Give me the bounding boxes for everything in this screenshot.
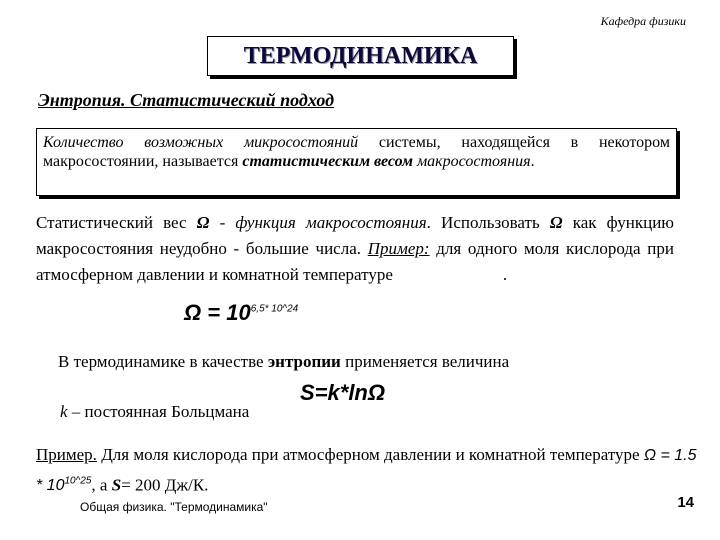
department-label: Кафедра физики [600,14,686,28]
entropy-formula: S=k*lnΩ [300,380,386,405]
omega-symbol-2: Ω [549,213,563,232]
page-title: ТЕРМОДИНАМИКА [207,36,514,76]
omega-formula [184,300,298,326]
section-subtitle: Энтропия. Статистический подход [38,90,335,110]
omega-formula-base: Ω = 10 [184,300,251,325]
definition-term: статистическим весом [242,153,413,170]
para1-f: для одного моля кислорода при атмосферном давлении и комнатной температуре [36,239,674,284]
omega-formula-exponent: 6,5* 10^24 [250,303,299,315]
omega-symbol: Ω [196,213,210,232]
para1-g: . [502,265,508,284]
definition-end: . [530,153,535,170]
entropy-line-a: В термодинамике в качестве [58,352,268,371]
paragraph-statistical-weight [36,210,674,288]
example2-omega-exp: 10^25 [64,476,92,487]
entropy-line [58,352,509,372]
definition-part3: макросостояния [412,153,531,170]
definition-part2: системы, находящейся в некотором макросостоянии, называется [43,134,671,170]
example2-a: Для моля кислорода при атмосферном давлении и комнатной температуре [96,445,644,464]
example-label: Пример: [367,239,430,258]
footer-text: Общая физика. "Термодинамика" [80,500,268,514]
para1-e: как функцию макросостояния неудобно - большие числа. [36,213,675,258]
entropy-line-c: применяется величина [340,352,510,371]
example2-label: Пример. [36,445,97,464]
para1-d: . Использовать [426,213,550,232]
example2-b: , а [91,475,112,495]
definition-box [36,128,677,196]
definition-part1: Количество возможных микросостояний [43,134,359,151]
boltzmann-line [60,402,249,422]
boltzmann-k: k [60,402,68,421]
example2-c: = 200 Дж/К. [121,475,209,495]
boltzmann-text: – постоянная Больцмана [67,402,250,421]
para1-b: - [209,213,236,232]
example2-s: S [111,475,122,495]
para1-a: Статистический вес [36,213,197,232]
page-number: 14 [677,494,694,511]
example2-omega-base: Ω = 1.5 * 10 [36,447,697,495]
para1-c: функция макросостояния [235,213,427,232]
entropy-word: энтропии [267,352,341,371]
example-paragraph [36,442,704,499]
